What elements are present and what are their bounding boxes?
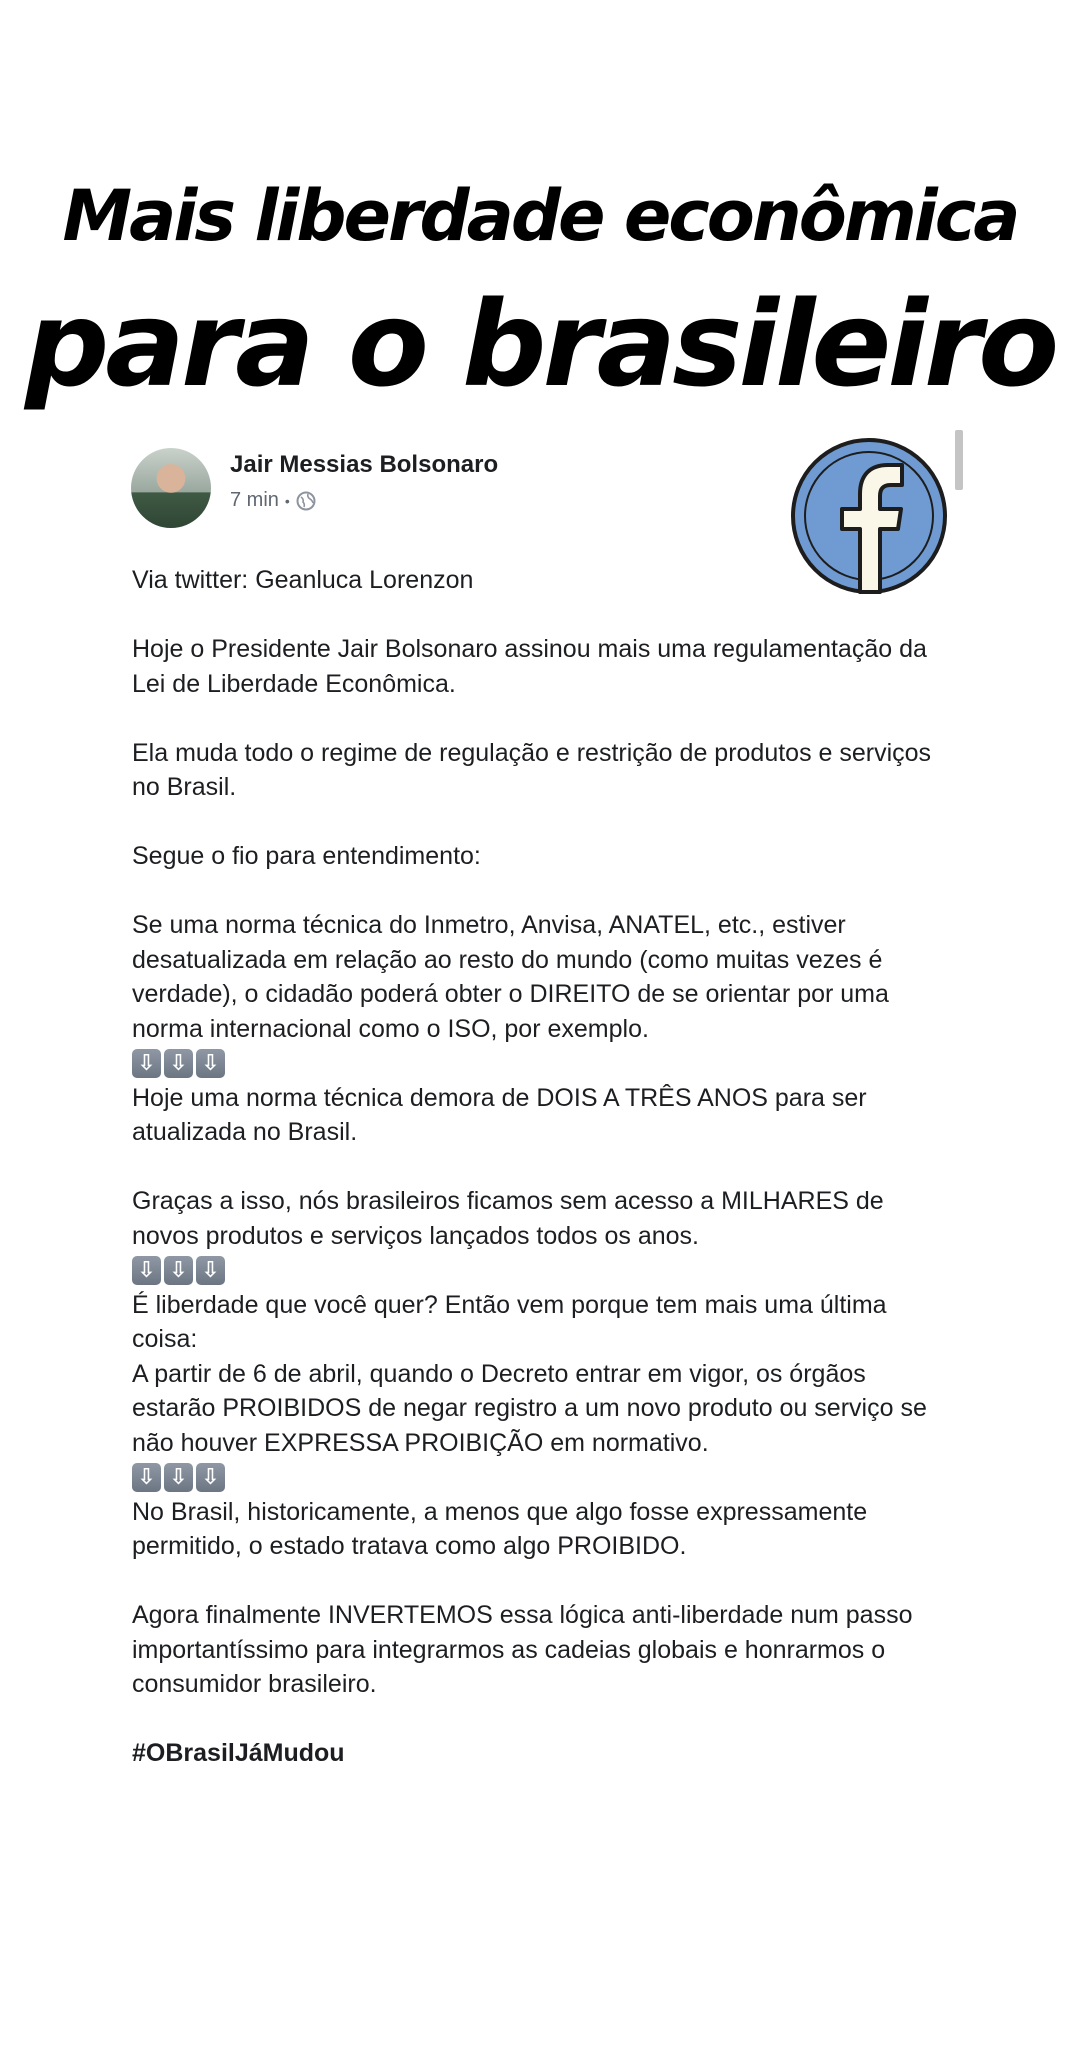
meta-separator: •: [284, 492, 290, 509]
post-paragraph: Segue o fio para entendimento:: [132, 842, 481, 870]
post-paragraph: A partir de 6 de abril, quando o Decreto entrar em vigor, os órgãos estarão PROIBIDOS de negar registro a um novo produto ou serviço se não houver EXPRESSA PROIBIÇÃO em normativo.: [132, 1359, 927, 1457]
post-time[interactable]: 7 min: [230, 489, 279, 511]
down-arrows-emoji: [132, 1046, 952, 1081]
post-paragraph: Via twitter: Geanluca Lorenzon: [132, 566, 474, 594]
post-paragraph: Graças a isso, nós brasileiros ficamos sem acesso a MILHARES de novos produtos e serviços lançados todos os anos.: [132, 1187, 884, 1250]
down-arrow-icon: ⇩: [164, 1463, 193, 1492]
post-author[interactable]: Jair Messias Bolsonaro: [230, 451, 499, 478]
scrollbar[interactable]: [955, 430, 963, 490]
down-arrow-icon: ⇩: [196, 1463, 225, 1492]
down-arrow-icon: ⇩: [164, 1049, 193, 1078]
headline-line-1: Mais liberdade econômica: [62, 175, 1018, 257]
down-arrow-icon: ⇩: [196, 1049, 225, 1078]
down-arrow-icon: ⇩: [132, 1463, 161, 1492]
post-paragraph: Ela muda todo o regime de regulação e restrição de produtos e serviços no Brasil.: [132, 738, 932, 801]
post-paragraph: Agora finalmente INVERTEMOS essa lógica anti-liberdade num passo importantíssimo para integrarmos as cadeias globais e honrarmos o consumidor brasileiro.: [132, 1601, 913, 1698]
down-arrow-icon: ⇩: [196, 1256, 225, 1285]
down-arrow-icon: ⇩: [132, 1256, 161, 1285]
avatar[interactable]: [131, 448, 211, 528]
globe-icon: [296, 491, 316, 511]
post-paragraph: É liberdade que você quer? Então vem porque tem mais uma última coisa:: [132, 1290, 887, 1353]
post-paragraph: Hoje uma norma técnica demora de DOIS A TRÊS ANOS para ser atualizada no Brasil.: [132, 1083, 867, 1146]
post-paragraph: Se uma norma técnica do Inmetro, Anvisa, ANATEL, etc., estiver desatualizada em relação ao resto do mundo (como muitas vezes é verdade), o cidadão poderá obter o DIREITO de se orientar por uma norma internacional como o ISO, por exemplo.: [132, 911, 889, 1043]
post-paragraph: No Brasil, historicamente, a menos que algo fosse expressamente permitido, o estado tratava como algo PROIBIDO.: [132, 1497, 868, 1560]
down-arrow-icon: ⇩: [132, 1049, 161, 1078]
headline-line-2: para o brasileiro: [24, 275, 1056, 413]
hashtag-link[interactable]: #OBrasilJáMudou: [132, 1739, 345, 1767]
down-arrow-icon: ⇩: [164, 1256, 193, 1285]
post-body: [132, 563, 952, 1771]
post-meta: [230, 489, 316, 512]
down-arrows-emoji: [132, 1460, 952, 1495]
post-paragraph: Hoje o Presidente Jair Bolsonaro assinou mais uma regulamentação da Lei de Liberdade Econômica.: [132, 635, 927, 698]
down-arrows-emoji: [132, 1253, 952, 1288]
